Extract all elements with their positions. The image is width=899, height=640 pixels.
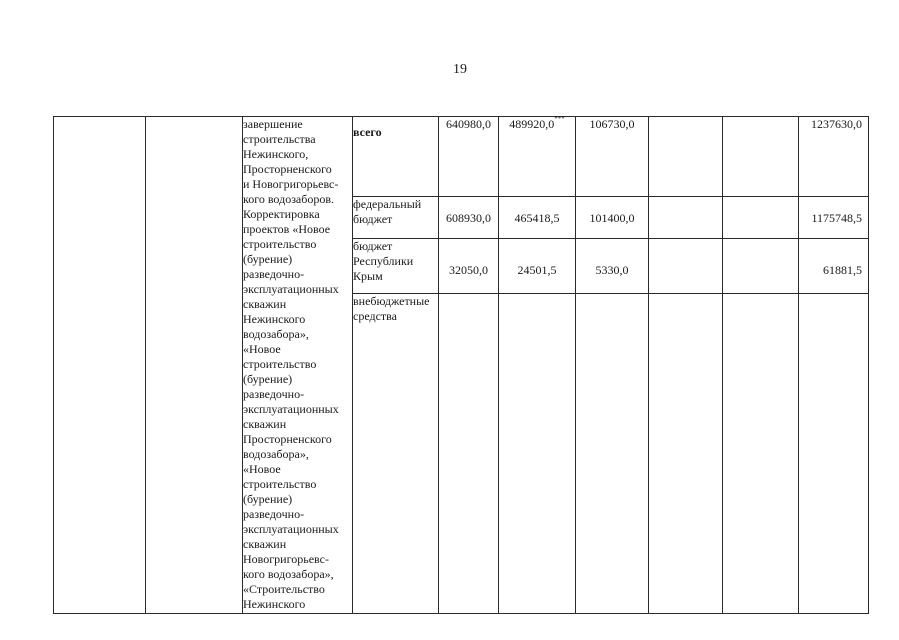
value-cell: 608930,0 xyxy=(439,197,499,239)
empty-cell-number xyxy=(54,117,146,614)
value-cell: 32050,0 xyxy=(439,239,499,294)
value-cell xyxy=(723,294,799,614)
source-crimea: бюджет Республики Крым xyxy=(353,239,439,294)
value-cell-total: 1175748,5 xyxy=(799,197,869,239)
value-cell: 5330,0 xyxy=(576,239,649,294)
budget-table xyxy=(53,116,869,614)
source-extrabudgetary: внебюджетные средства xyxy=(353,294,439,614)
event-description: завершение строительства Нежинского, Просторненского и Новогригорьевс- кого водозаборов. Корректировка проектов «Новое строительство (бурение) разведочно- эксплуатационных скважин Нежинского водозабора», «Новое строительство (бурение) разведочно- эксплуатационных скважин Просторненского водозабора», «Новое строительство (бурение) разведочно- эксплуатационных скважин Новогригорьевс- кого водозабора», «Строительство Нежинского xyxy=(243,117,353,614)
value-cell xyxy=(649,117,723,197)
value-cell: 465418,5 xyxy=(499,197,576,239)
source-total: всего xyxy=(353,117,439,197)
value-cell-total: 61881,5 xyxy=(799,239,869,294)
value-cell xyxy=(499,294,576,614)
source-federal: федеральный бюджет xyxy=(353,197,439,239)
value-cell xyxy=(576,294,649,614)
value-cell: 24501,5 xyxy=(499,239,576,294)
value-cell: 106730,0 xyxy=(576,117,649,197)
value-cell: 640980,0 xyxy=(439,117,499,197)
value-cell xyxy=(649,197,723,239)
value-cell xyxy=(649,294,723,614)
value-cell-total: 1237630,0 xyxy=(799,117,869,197)
page-number: 19 xyxy=(453,62,467,77)
value-cell xyxy=(723,197,799,239)
value-cell xyxy=(723,117,799,197)
value-cell-total xyxy=(799,294,869,614)
empty-cell-name xyxy=(146,117,243,614)
value-cell xyxy=(649,239,723,294)
value-cell xyxy=(723,239,799,294)
table-row-total xyxy=(54,117,869,197)
value-cell xyxy=(439,294,499,614)
value-text: 489920,0 xyxy=(509,117,555,131)
footnote-mark: *** xyxy=(554,115,565,123)
value-cell-marked xyxy=(499,117,576,197)
value-cell: 101400,0 xyxy=(576,197,649,239)
